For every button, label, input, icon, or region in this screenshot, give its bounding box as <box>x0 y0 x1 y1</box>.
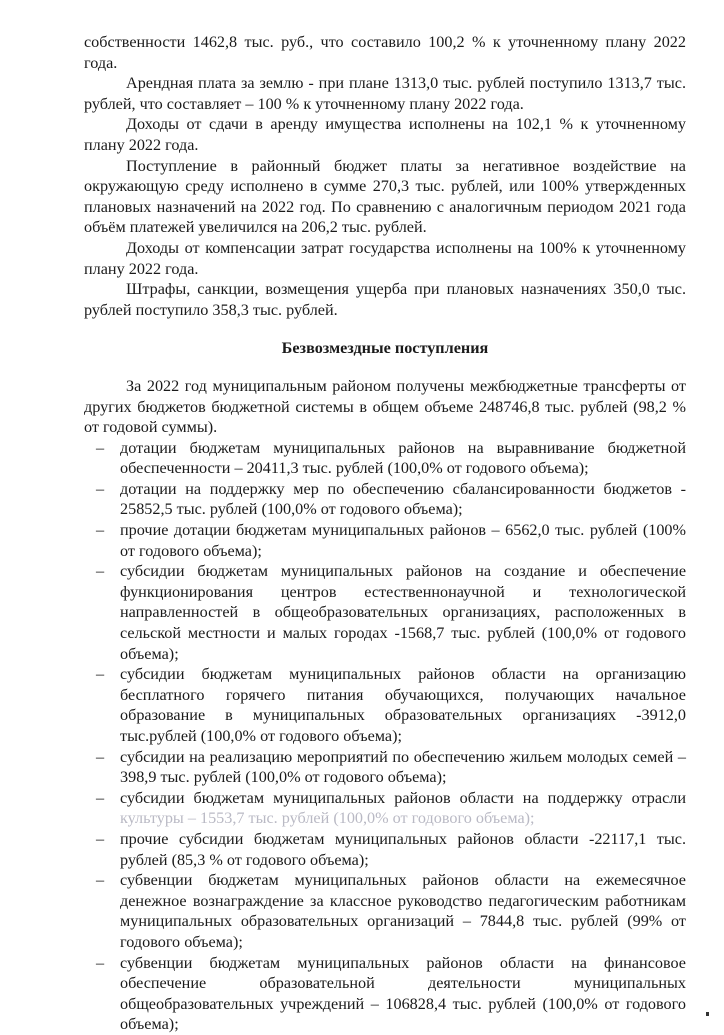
dash-marker: – <box>96 521 105 540</box>
dash-marker: – <box>96 871 105 890</box>
paragraph: собственности 1462,8 тыс. руб., что составило 100,2 % к уточненному плану 2022 года. <box>84 33 686 72</box>
dash-marker: – <box>96 829 105 848</box>
list-item: – дотации на поддержку мер по обеспечению сбалансированности бюджетов - 25852,5 тыс. рублей (100,0% от годового объема); <box>96 479 686 519</box>
paragraph: Доходы от сдачи в аренду имущества исполнены на 102,1 % к уточненному плану 2022 года. <box>84 115 686 154</box>
list-item: – прочие дотации бюджетам муниципальных районов – 6562,0 тыс. рублей (100% от годового объема); <box>96 521 686 560</box>
dash-marker: – <box>96 747 105 766</box>
list-item: – дотации бюджетам муниципальных районов на выравнивание бюджетной обеспеченности – 20411,3 тыс. рублей (100,0% от годового объема); <box>96 438 686 478</box>
list-item: – субсидии на реализацию мероприятий по обеспечению жильем молодых семей – 398,9 тыс. рублей (100,0% от годового объема); <box>96 747 686 787</box>
dash-marker: – <box>96 665 105 684</box>
list-item: – субвенции бюджетам муниципальных районов области на ежемесячное денежное вознаграждение за классное руководство педагогическим работникам муниципальных образовательных организаций – 7844,8 тыс. рублей (99% от годового объема); <box>96 871 686 951</box>
list-item: – субвенции бюджетам муниципальных районов области на финансовое обеспечение образовательной деятельности муниципальных общеобразовательных учреждений – 106828,4 тыс. рублей (100,0% от годового объема); <box>96 953 686 1034</box>
document-page <box>84 32 686 1035</box>
scan-speck <box>706 1012 709 1016</box>
dash-marker: – <box>96 788 105 807</box>
dash-marker: – <box>96 479 105 498</box>
paragraph: Штрафы, санкции, возмещения ущерба при плановых назначениях 350,0 тыс. рублей поступило 358,3 тыс. рублей. <box>84 280 686 319</box>
paragraph: Доходы от компенсации затрат государства исполнены на 100% к уточненному плану 2022 года. <box>84 238 686 278</box>
list-item: – субсидии бюджетам муниципальных районов области на организацию бесплатного горячего питания обучающихся, получающих начальное образование в муниципальных образовательных организациях -3912,0 тыс.рублей (100,0% от годового объема); <box>96 665 686 745</box>
list-item: – прочие субсидии бюджетам муниципальных районов области -22117,1 тыс. рублей (85,3 % от годового объема); <box>96 829 686 869</box>
paragraph: Поступление в районный бюджет платы за негативное воздействие на окружающую среду исполнено в сумме 270,3 тыс. рублей, или 100% утвержденных плановых назначений на 2022 год. По сравнению с аналогичным периодом 2021 года объём платежей увеличился на 206,2 тыс. рублей. <box>84 156 686 237</box>
section-intro: За 2022 год муниципальным районом получены межбюджетные трансферты от других бюджетов бюджетной системы в общем объеме 248746,8 тыс. рублей (98,2 % от годовой суммы). <box>84 376 686 437</box>
list-item: – субсидии бюджетам муниципальных районов области на поддержку отрасли культуры – 1553,7 тыс. рублей (100,0% от годового объема); <box>96 788 686 828</box>
dash-marker: – <box>96 953 105 972</box>
dash-marker: – <box>96 562 105 581</box>
faded-text: культуры – 1553,7 тыс. рублей (100,0% от годового объема); <box>120 809 535 828</box>
section-heading: Безвозмездные поступления <box>281 339 489 358</box>
transfers-list <box>84 438 686 1035</box>
dash-marker: – <box>96 438 105 457</box>
list-item: – субсидии бюджетам муниципальных районов на создание и обеспечение функционирования центров естественнонаучной и технологической направленностей в общеобразовательных организациях, расположенных в сельской местности и малых городах -1568,7 тыс. рублей (100,0% от годового объема); <box>96 562 686 663</box>
paragraph: Арендная плата за землю - при плане 1313,0 тыс. рублей поступило 1313,7 тыс. рублей, что составляет – 100 % к уточненному плану 2022 года. <box>84 74 686 113</box>
